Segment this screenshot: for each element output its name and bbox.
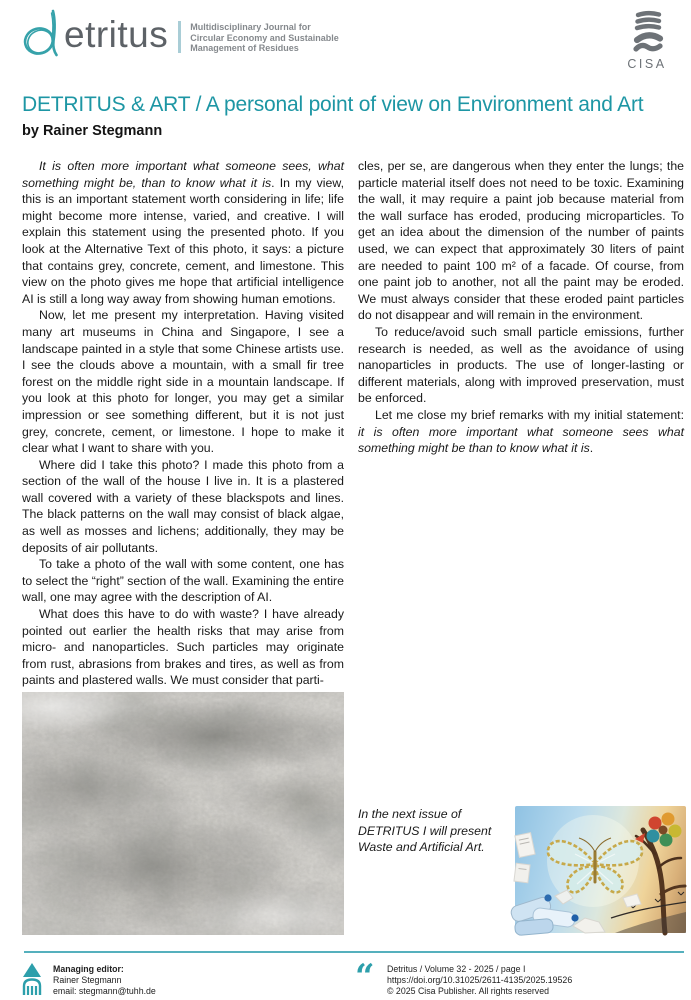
column-right — [358, 158, 684, 689]
paragraph: To reduce/avoid such small particle emissions, further research is needed, as well as the avoidance of using nanoparticles in products. The use of longer-lasting or different materials, along with improved preservation, must be enforced. — [358, 324, 684, 406]
paragraph: To take a photo of the wall with some content, one has to select the “right” section of the wall. Examining the entire wall, one may agree with the description of AI. — [22, 557, 344, 605]
cisa-mark-icon — [625, 10, 669, 52]
journal-header — [22, 8, 685, 71]
waste-art-butterfly-image — [515, 806, 686, 933]
managing-editor-name: Rainer Stegmann — [53, 975, 122, 985]
logo-separator — [178, 21, 181, 53]
closing-statement: it is often more important what someone sees what something might be than to know what it is — [358, 424, 684, 456]
detritus-wordmark: etritus — [64, 13, 169, 55]
managing-editor-email[interactable]: email: stegmann@tuhh.de — [53, 986, 156, 996]
footer-divider — [24, 951, 684, 953]
paragraph: Where did I take this photo? I made this photo from a section of the wall of the house I live in. It is a plastered wall covered with a variety of these blackspots and lines. The black patterns on the wall may consist of black algae, as well as mosses and lichens; additionally, they may be deposits of air pollutants. — [22, 457, 344, 555]
article-byline: by Rainer Stegmann — [22, 123, 163, 139]
paragraph: Now, let me present my interpretation. Having visited many art museums in China and Singapore, I see a landscape painted in a style that some Chinese artists use. I see the clouds above a mountain, with a small fir tree forest on the middle right side in a mountain landscape. If you look at this photo for longer, you may get a similar impression or see something different, but it is not just grey, concrete, cement, or limestone. I hope to make it clear what I want to share with you. — [22, 308, 344, 456]
doi-link[interactable]: https://doi.org/10.31025/2611-4135/2025.19526 — [387, 975, 573, 985]
pencil-tower-icon — [20, 962, 44, 996]
column-left — [22, 158, 344, 689]
copyright-line: © 2025 Cisa Publisher. All rights reserved — [387, 986, 549, 996]
next-issue-text: In the next issue of DETRITUS I will present Waste and Artificial Art. — [358, 807, 492, 855]
volume-line: Detritus / Volume 32 - 2025 / page I — [387, 964, 526, 974]
article-body — [22, 158, 684, 689]
journal-tagline — [190, 22, 339, 54]
double-quote-icon: “ — [355, 957, 375, 997]
tagline-line: Multidisciplinary Journal for — [190, 22, 311, 33]
paragraph: Let me close my brief remarks with my initial statement: it is often more important what someone sees what something might be than to know what it is. — [358, 407, 684, 456]
next-issue-teaser — [358, 806, 686, 933]
tagline-line: Management of Residues — [190, 43, 299, 54]
managing-editor-label: Managing editor: — [53, 964, 124, 974]
wall-photo — [22, 692, 344, 935]
footer-citation-block — [355, 957, 573, 997]
detritus-d-icon — [22, 8, 68, 60]
next-issue-image — [515, 806, 686, 933]
footer-editor-block — [20, 962, 156, 997]
paragraph: What does this have to do with waste? I have already pointed out earlier the health risks that may arise from micro- and nanoparticles. Such particles may originate from rust, abrasions from brakes and tires, as well as from paints and plastered walls. We must consider that parti- — [22, 607, 344, 688]
opening-statement: It is often more important what someone sees, what something might be, than to know what it is — [22, 159, 344, 190]
paragraph: It is often more important what someone sees, what something might be, than to know what it is. In my view, this is an important statement worth considering in life; life might become more intense, varied, and creative. I will explain this statement using the presented photo. If you look at the Alternative Text of this photo, it says: a picture that contains grey, concrete, cement, and limestone. This view on the photo gives me hope that artificial intelligence AI is still a long way away from showing human emotions. — [22, 159, 344, 306]
cisa-logo — [625, 10, 669, 71]
cisa-label: CISA — [627, 57, 667, 71]
paragraph: cles, per se, are dangerous when they enter the lungs; the particle material itself does not need to be toxic. Examining the wall, it may require a paint job because material from the wall surface has eroded, producing microparticles. To get an idea about the dimension of the number of paints used, we can expect that approximately 30 liters of paint are needed to paint 100 m² of a facade. Of course, from one paint job to another, not all the paint may be eroded. We must always consider that these eroded paint particles do not disappear and will remain in the environment. — [358, 159, 684, 323]
detritus-logo — [22, 8, 339, 60]
wall-photo-shading — [22, 692, 344, 935]
article-title: DETRITUS & ART / A personal point of view on Environment and Art — [22, 93, 644, 116]
tagline-line: Circular Economy and Sustainable — [190, 32, 339, 43]
